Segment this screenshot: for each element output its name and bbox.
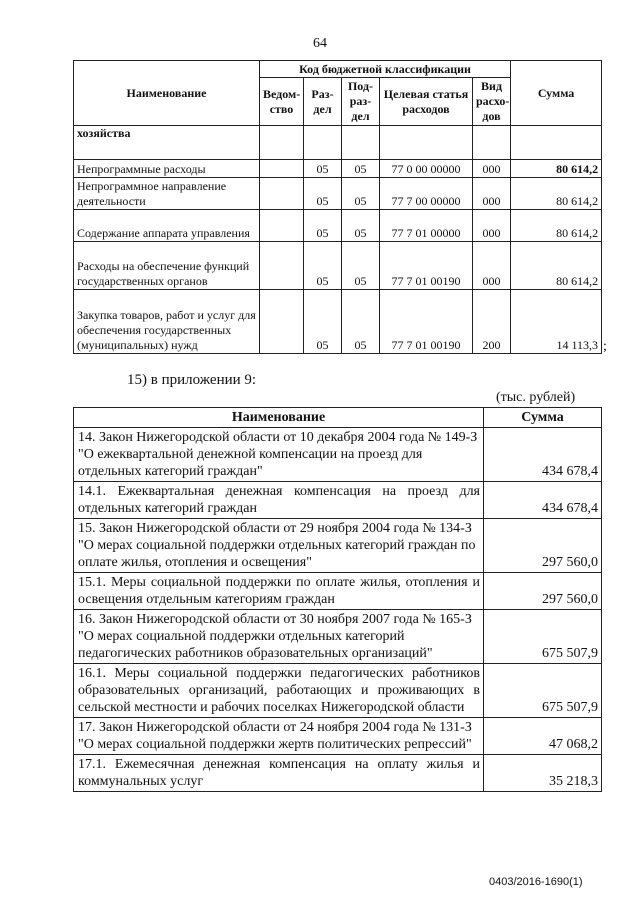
header-expense-type: Вид расхо-дов bbox=[473, 78, 511, 126]
unit-label: (тыс. рублей) bbox=[496, 390, 576, 405]
row-name: 14. Закон Нижегородской области от 10 декабря 2004 года № 149-З "О ежеквартальной денежной компенсации на проезд для отдельных категорий граждан" bbox=[74, 428, 484, 482]
row-sum: 35 218,3 bbox=[484, 755, 602, 792]
table-row bbox=[74, 428, 602, 482]
trailing-semicolon: ; bbox=[603, 339, 607, 354]
table-row bbox=[74, 178, 602, 210]
row-name: Непрограммные расходы bbox=[74, 160, 260, 178]
row-section: 05 bbox=[304, 210, 342, 242]
row-sum: 47 068,2 bbox=[484, 718, 602, 755]
row-type: 000 bbox=[473, 178, 511, 210]
row-subsection: 05 bbox=[342, 178, 380, 210]
row-article: 77 7 01 00000 bbox=[380, 210, 473, 242]
row-subsection: 05 bbox=[342, 210, 380, 242]
row-type: 000 bbox=[473, 210, 511, 242]
row-sum: 297 560,0 bbox=[484, 573, 602, 610]
table-row bbox=[74, 664, 602, 718]
row-sum: 80 614,2 bbox=[511, 242, 602, 290]
row-article: 77 7 00 00000 bbox=[380, 178, 473, 210]
row-section: 05 bbox=[304, 160, 342, 178]
page-number: 64 bbox=[313, 36, 327, 51]
budget-classification-table bbox=[73, 60, 602, 354]
continuation-cell: хозяйства bbox=[74, 126, 260, 160]
appendix-9-table bbox=[73, 407, 602, 792]
row-subsection: 05 bbox=[342, 160, 380, 178]
row-name: 17.1. Ежемесячная денежная компенсация на оплату жилья и коммунальных услуг bbox=[74, 755, 484, 792]
row-article: 77 7 01 00190 bbox=[380, 242, 473, 290]
row-subsection: 05 bbox=[342, 290, 380, 354]
row-name: Содержание аппарата управления bbox=[74, 210, 260, 242]
row-name: 15. Закон Нижегородской области от 29 ноября 2004 года № 134-З "О мерах социальной поддержки отдельных категорий граждан по оплате жилья, отопления и освещения" bbox=[74, 519, 484, 573]
row-sum: 80 614,2 bbox=[511, 178, 602, 210]
row-name: 16.1. Меры социальной поддержки педагогических работников образовательных организаций, работающих и проживающих в сельской местности и рабочих поселках Нижегородской области bbox=[74, 664, 484, 718]
header-target-article: Целевая статья расходов bbox=[380, 78, 473, 126]
header-budget-code: Код бюджетной классификации bbox=[260, 61, 511, 78]
row-sum: 675 507,9 bbox=[484, 610, 602, 664]
table-row bbox=[74, 160, 602, 178]
row-sum: 434 678,4 bbox=[484, 482, 602, 519]
row-type: 000 bbox=[473, 242, 511, 290]
row-sum: 80 614,2 bbox=[511, 160, 602, 178]
table-row bbox=[74, 290, 602, 354]
row-sum: 297 560,0 bbox=[484, 519, 602, 573]
row-name: 16. Закон Нижегородской области от 30 ноября 2007 года № 165-З "О мерах социальной поддержки отдельных категорий педагогических работников образовательных организаций" bbox=[74, 610, 484, 664]
header-sum: Сумма bbox=[511, 61, 602, 126]
row-type: 000 bbox=[473, 160, 511, 178]
table-row bbox=[74, 482, 602, 519]
table-row bbox=[74, 519, 602, 573]
header-subsection: Под-раз-дел bbox=[342, 78, 380, 126]
row-sum: 434 678,4 bbox=[484, 428, 602, 482]
row-sum: 675 507,9 bbox=[484, 664, 602, 718]
row-section: 05 bbox=[304, 290, 342, 354]
row-type: 200 bbox=[473, 290, 511, 354]
row-subsection: 05 bbox=[342, 242, 380, 290]
row-section: 05 bbox=[304, 242, 342, 290]
header-department: Ведом-ство bbox=[260, 78, 304, 126]
document-code: 0403/2016-1690(1) bbox=[489, 876, 583, 888]
row-article: 77 7 01 00190 bbox=[380, 290, 473, 354]
row-name: Закупка товаров, работ и услуг для обеспечения государственных (муниципальных) нужд bbox=[74, 290, 260, 354]
row-section: 05 bbox=[304, 178, 342, 210]
row-sum: 14 113,3 bbox=[511, 290, 602, 354]
header-name: Наименование bbox=[74, 61, 260, 126]
row-name: 14.1. Ежеквартальная денежная компенсация на проезд для отдельных категорий граждан bbox=[74, 482, 484, 519]
table-row bbox=[74, 755, 602, 792]
header-section: Раз-дел bbox=[304, 78, 342, 126]
item-15-heading: 15) в приложении 9: bbox=[127, 372, 257, 388]
row-sum: 80 614,2 bbox=[511, 210, 602, 242]
table-row bbox=[74, 573, 602, 610]
header-sum: Сумма bbox=[484, 408, 602, 428]
row-name: Непрограммное направление деятельности bbox=[74, 178, 260, 210]
row-article: 77 0 00 00000 bbox=[380, 160, 473, 178]
table-row bbox=[74, 242, 602, 290]
table-row bbox=[74, 126, 602, 160]
row-name: 15.1. Меры социальной поддержки по оплате жилья, отопления и освещения отдельным категориям граждан bbox=[74, 573, 484, 610]
header-name: Наименование bbox=[74, 408, 484, 428]
table-row bbox=[74, 210, 602, 242]
row-name: Расходы на обеспечение функций государственных органов bbox=[74, 242, 260, 290]
table-row bbox=[74, 610, 602, 664]
table-row bbox=[74, 718, 602, 755]
row-name: 17. Закон Нижегородской области от 24 ноября 2004 года № 131-З "О мерах социальной поддержки жертв политических репрессий" bbox=[74, 718, 484, 755]
